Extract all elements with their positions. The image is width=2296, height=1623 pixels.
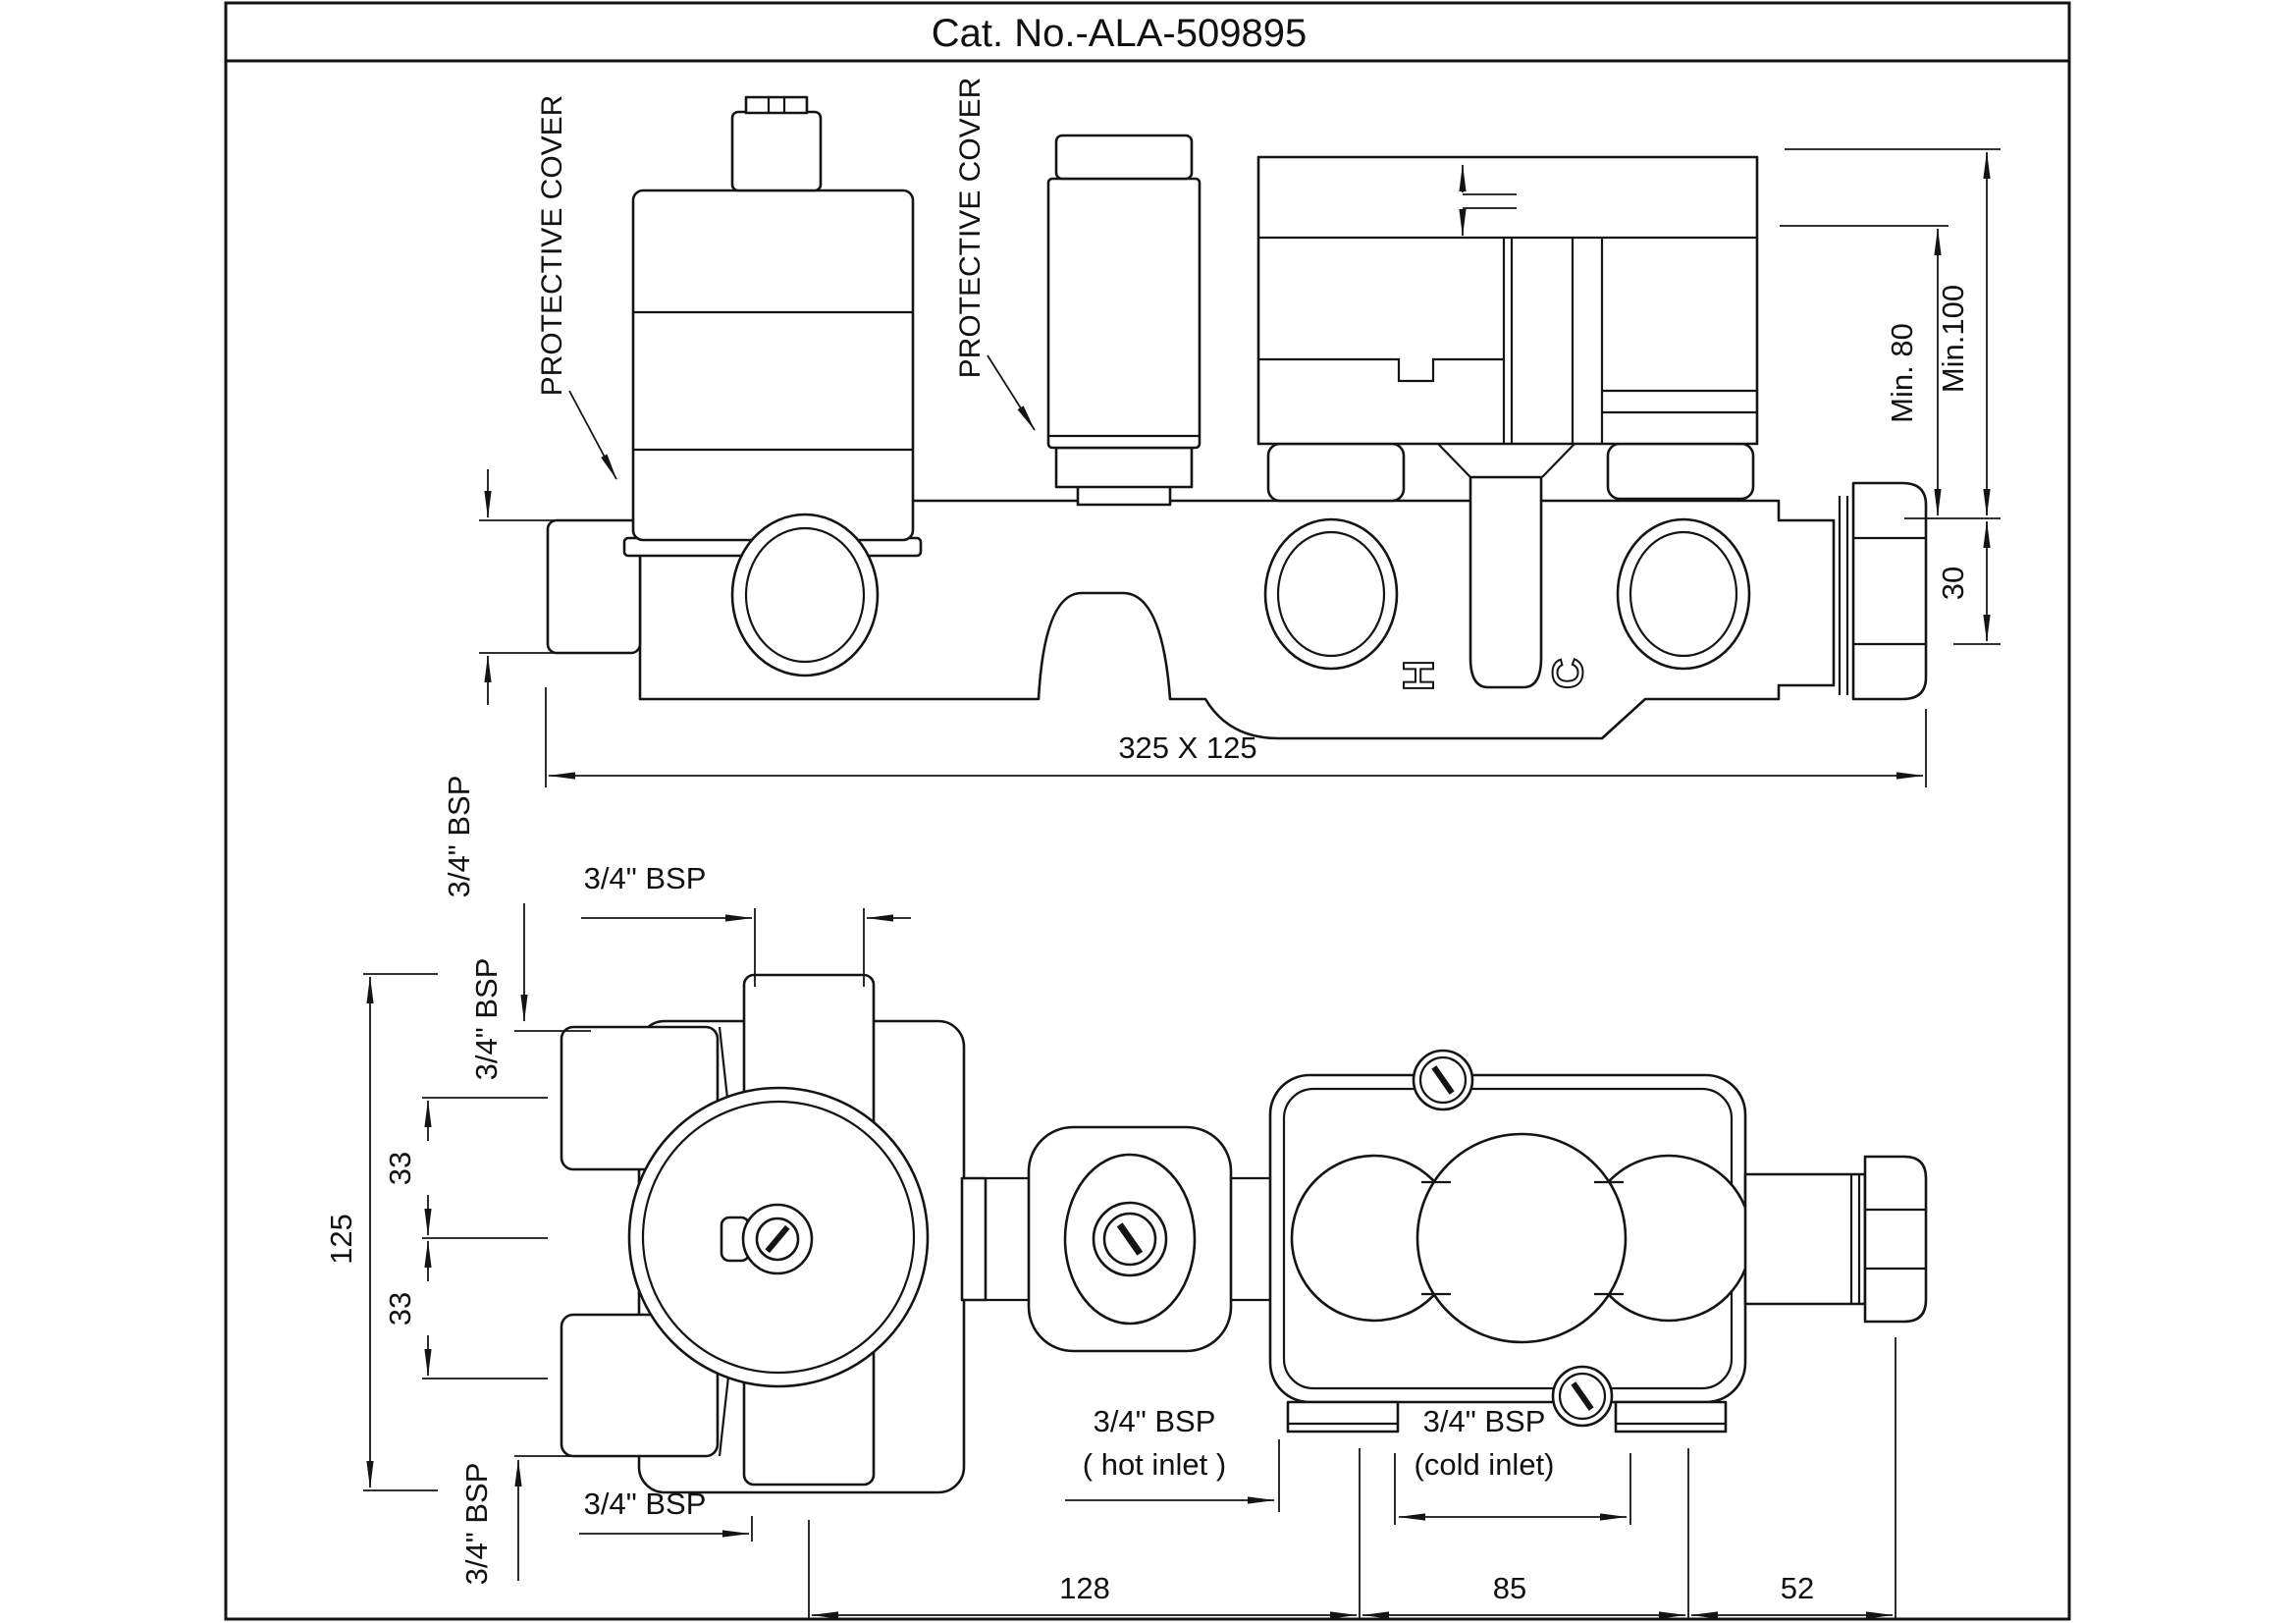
drawing-title: Cat. No.-ALA-509895 [931, 12, 1308, 55]
hot-inlet-label-line2: ( hot inlet ) [1082, 1447, 1227, 1482]
cold-port-boss [1608, 444, 1753, 499]
dim-bsp-bottom-left-vertical: 3/4" BSP [459, 1462, 494, 1586]
dim-height-125: 125 [324, 1214, 358, 1265]
dim-bsp-bottom-left: 3/4" BSP [583, 1487, 707, 1521]
right-outlet [1745, 1157, 1926, 1322]
dim-min-100: Min.100 [1936, 284, 1970, 394]
protective-cover-label-2: PROTECTIVE COVER [954, 77, 987, 379]
protective-cover-2 [1048, 135, 1200, 505]
dim-bsp-outlet: 3/4" BSP [442, 775, 476, 898]
hot-inlet-label-line1: 3/4" BSP [1093, 1404, 1216, 1438]
hot-port-boss [1268, 444, 1404, 501]
dim-span-128: 128 [1059, 1571, 1110, 1605]
cold-inlet-label-line1: 3/4" BSP [1422, 1404, 1546, 1438]
protective-cover-label-1: PROTECTIVE COVER [536, 94, 568, 397]
hot-mark: H [1395, 660, 1443, 691]
dim-overall: 325 X 125 [1118, 730, 1257, 765]
temperature-knob [629, 1088, 928, 1386]
dim-span-85: 85 [1492, 1571, 1527, 1605]
cold-inlet-label-line2: (cold inlet) [1414, 1447, 1555, 1482]
mounting-lug-right [1616, 1402, 1726, 1432]
mounting-lug-left [1288, 1402, 1398, 1432]
hot-inlet-connector [1029, 1127, 1231, 1351]
cold-mark: C [1544, 658, 1592, 689]
dim-min-80: Min. 80 [1885, 323, 1919, 423]
dim-offset-33-upper: 33 [383, 1151, 417, 1186]
dim-depth-30: 30 [1936, 566, 1970, 601]
outlet-hex-connector [1840, 483, 1926, 699]
dim-span-52: 52 [1780, 1571, 1815, 1605]
knob-flange-neck [962, 1178, 986, 1300]
dim-bsp-top: 3/4" BSP [583, 861, 707, 895]
dim-bsp-top-left: 3/4" BSP [469, 957, 504, 1081]
section-block [1258, 157, 1757, 444]
cold-inlet-housing [1270, 1051, 1751, 1432]
dim-offset-33-lower: 33 [383, 1291, 417, 1326]
